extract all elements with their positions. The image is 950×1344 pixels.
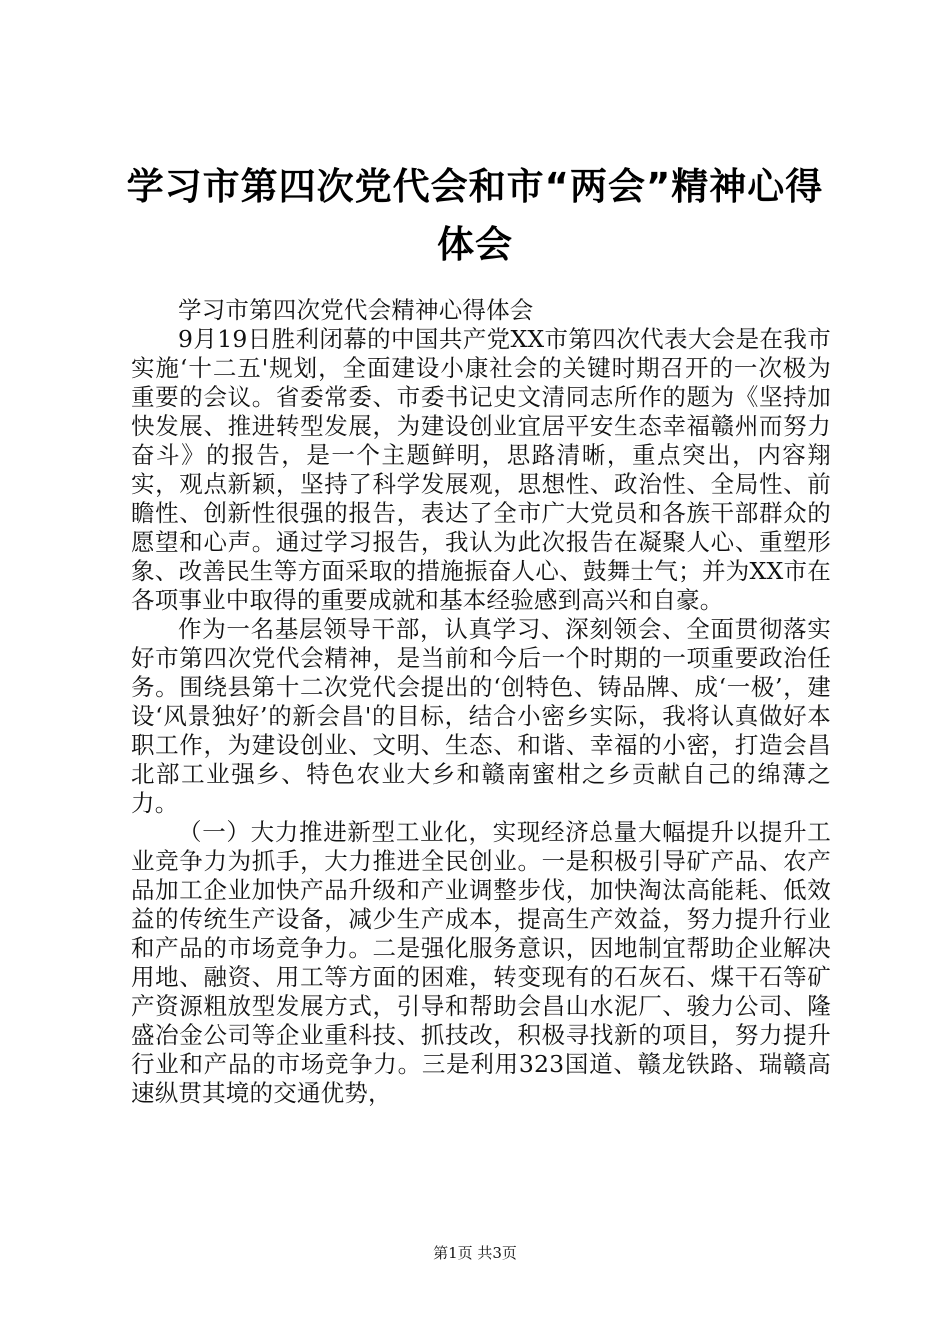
subtitle-paragraph: 学习市第四次党代会精神心得体会 xyxy=(178,296,534,324)
document-body xyxy=(131,296,831,1108)
document-title: 学习市第四次党代会和市“两会”精神心得体会 xyxy=(126,165,824,266)
body-paragraph: 9月19日胜利闭幕的中国共产党XX市第四次代表大会是在我市实施‘十二五'规划，全面建设小康社会的关键时期召开的一次极为重要的会议。省委常委、市委书记史文清同志所作的题为《坚持加快发展、推进转型发展，为建设创业宜居平安生态幸福赣州而努力奋斗》的报告，是一个主题鲜明，思路清晰，重点突出，内容翔实，观点新颖，坚持了科学发展观，思想性、政治性、全局性、前瞻性、创新性很强的报告，表达了全市广大党员和各族干部群众的愿望和心声。通过学习报告，我认为此次报告在凝聚人心、重塑形象、改善民生等方面采取的措施振奋人心、鼓舞士气；并为XX市在各项事业中取得的重要成就和基本经验感到高兴和自豪。 xyxy=(131,325,831,614)
page-number-footer: 第1页 共3页 xyxy=(433,1244,517,1262)
body-paragraph: 作为一名基层领导干部，认真学习、深刻领会、全面贯彻落实好市第四次党代会精神，是当前和今后一个时期的一项重要政治任务。围绕县第十二次党代会提出的‘创特色、铸品牌、成‘一极’，建设‘风景独好’的新会昌'的目标，结合小密乡实际，我将认真做好本职工作，为建设创业、文明、生态、和谐、幸福的小密，打造会昌北部工业强乡、特色农业大乡和赣南蜜柑之乡贡献自己的绵薄之力。 xyxy=(131,615,831,817)
body-paragraph: （一）大力推进新型工业化，实现经济总量大幅提升以提升工业竞争力为抓手，大力推进全民创业。一是积极引导矿产品、农产品加工企业加快产品升级和产业调整步伐，加快淘汰高能耗、低效益的传统生产设备，减少生产成本，提高生产效益，努力提升行业和产品的市场竞争力。二是强化服务意识，因地制宜帮助企业解决用地、融资、用工等方面的困难，转变现有的石灰石、煤干石等矿产资源粗放型发展方式，引导和帮助会昌山水泥厂、骏力公司、隆盛冶金公司等企业重科技、抓技改，积极寻找新的项目，努力提升行业和产品的市场竞争力。三是利用323国道、赣龙铁路、瑞赣高速纵贯其境的交通优势， xyxy=(131,818,831,1107)
